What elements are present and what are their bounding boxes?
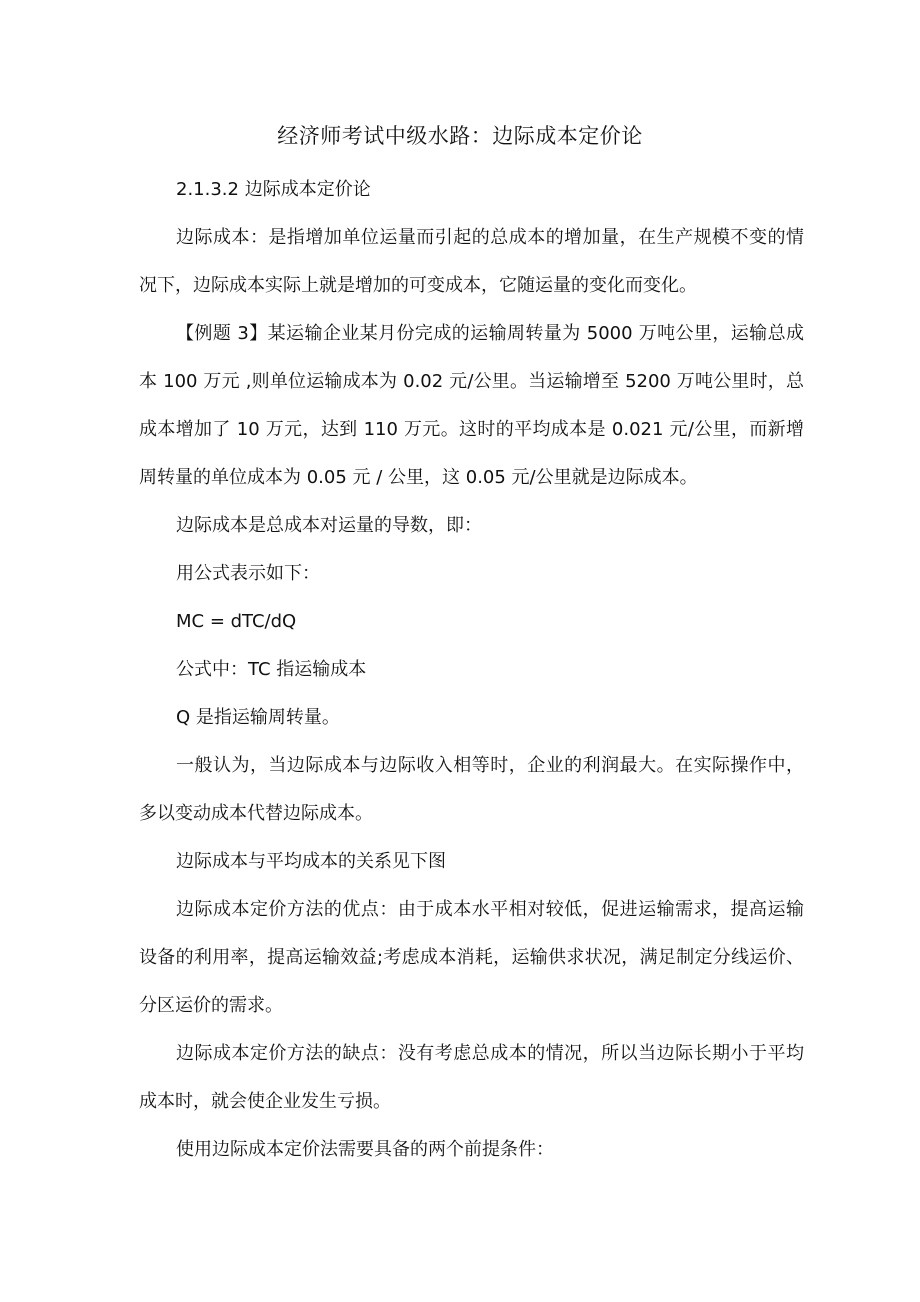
paragraph-relationship: 边际成本与平均成本的关系见下图 bbox=[176, 851, 446, 872]
paragraph-disadvantages: 边际成本定价方法的缺点：没有考虑总成本的情况，所以当边际长期小于平均成本时，就会使企业发生亏损。 bbox=[139, 1043, 804, 1112]
document-title: 经济师考试中级水路：边际成本定价论 bbox=[277, 124, 643, 148]
paragraph-profit: 一般认为，当边际成本与边际收入相等时，企业的利润最大。在实际操作中，多以变动成本代替边际成本。 bbox=[139, 755, 804, 824]
paragraph-example: 【例题 3】某运输企业某月份完成的运输周转量为 5000 万吨公里，运输总成本 100 万元 ,则单位运输成本为 0.02 元/公里。当运输增至 5200 万吨公里时，总成本增加了 10 万元，达到 110 万元。这时的平均成本是 0.021 元/公里，而新增周转量的单位成本为 0.05 元 / 公里，这 0.05 元/公里就是边际成本。 bbox=[139, 323, 804, 488]
paragraph-formula-q: Q 是指运输周转量。 bbox=[176, 707, 340, 728]
paragraph-formula-tc: 公式中：TC 指运输成本 bbox=[176, 659, 367, 680]
formula: MC = dTC/dQ bbox=[176, 611, 297, 632]
section-heading: 2.1.3.2 边际成本定价论 bbox=[176, 179, 371, 200]
paragraph-formula-intro: 用公式表示如下： bbox=[176, 563, 320, 584]
paragraph-prerequisites: 使用边际成本定价法需要具备的两个前提条件： bbox=[176, 1139, 554, 1160]
document-body bbox=[139, 166, 804, 1174]
paragraph-definition: 边际成本：是指增加单位运量而引起的总成本的增加量，在生产规模不变的情况下，边际成本实际上就是增加的可变成本，它随运量的变化而变化。 bbox=[139, 227, 804, 296]
paragraph-advantages: 边际成本定价方法的优点：由于成本水平相对较低，促进运输需求，提高运输设备的利用率，提高运输效益;考虑成本消耗，运输供求状况，满足制定分线运价、分区运价的需求。 bbox=[139, 899, 804, 1016]
paragraph-derivative: 边际成本是总成本对运量的导数，即： bbox=[176, 515, 482, 536]
